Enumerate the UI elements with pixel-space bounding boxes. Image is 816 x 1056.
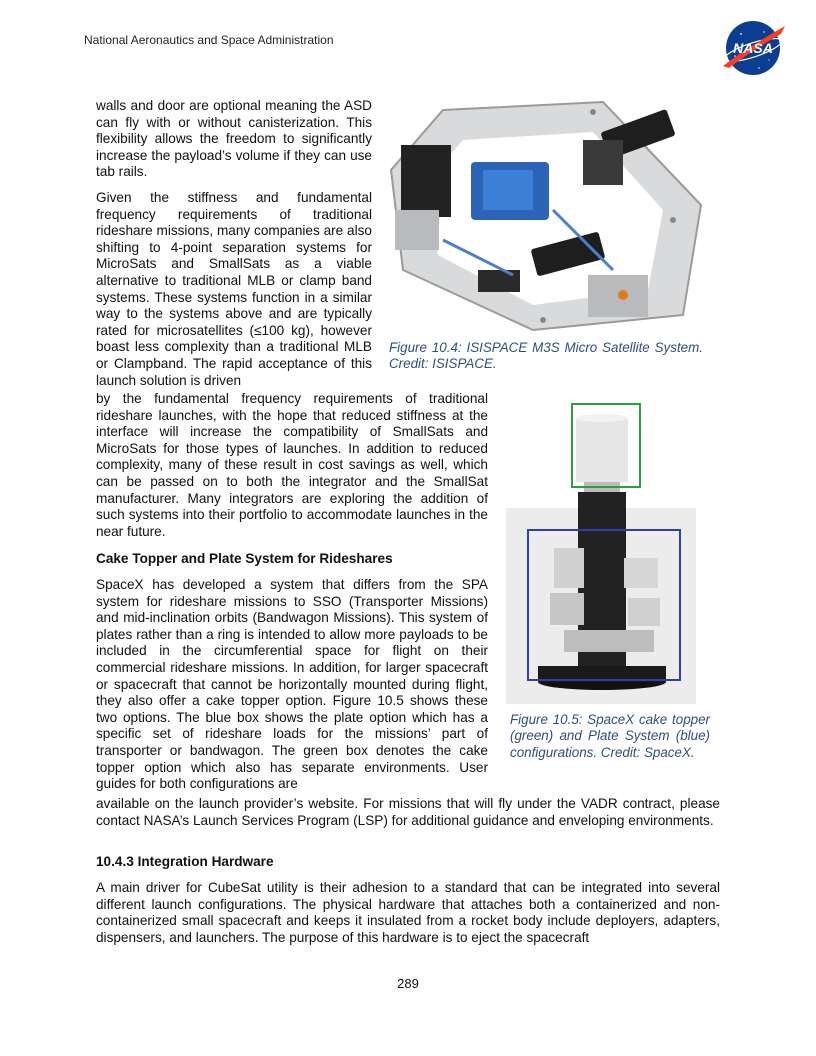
heading-integration-hardware: 10.4.3 Integration Hardware: [96, 854, 274, 869]
paragraph-separation-systems: Given the stiffness and fundamental frequency requirements of traditional rideshare missions, many companies are also shifting to 4-point separation systems for MicroSats and SmallSats as a viable alternative to traditional MLB or clamp band systems. These systems function in a similar way to the systems above and are typically rated for microsatellites (≤100 kg), however boast less complexity than a traditional MLB or Clampband. The rapid acceptance of this launch solution is driven: [96, 190, 372, 388]
page-number: 289: [397, 976, 419, 991]
nasa-logo-icon: [719, 18, 787, 78]
figure-spacex-rideshare: [504, 398, 698, 704]
paragraph-spacex-system: SpaceX has developed a system that differs from the SPA system for rideshare missions to SSO (Transporter Missions) and mid-inclination orbits (Bandwagon Missions). This system of plates rather than a ring is intended to allow more payloads to be included in the circumferential space for flight on their commercial rideshare missions. In addition, for larger spacecraft or spacecraft that cannot be horizontally mounted during flight, they also offer a cake topper option. Figure 10.5 shows these two options. The blue box shows the plate option which has a specific set of rideshare loads for the missions’ part of transporter or bandwagon. The green box denotes the cake topper option which also has separate environments. User guides for both configurations are: [96, 577, 488, 792]
paragraph-canisterization: walls and door are optional meaning the ASD can fly with or without canisterization. This flexibility allows the freedom to significantly increase the payload’s volume if they can use tab rails.: [96, 98, 372, 180]
figure-10-5-caption: Figure 10.5: SpaceX cake topper (green) and Plate System (blue) configurations. Credit: SpaceX.: [510, 712, 710, 760]
paragraph-frequency-requirements: by the fundamental frequency requirements of traditional rideshare launches, with the hope that reduced stiffness at the interface will increase the compatibility of SmallSats and MicroSats for those types of launches. In addition to reduced complexity, many of these result in cost savings as well, which can be passed on to both the integrator and the SmallSat manufacturer. Many integrators are exploring the addition of such systems into their portfolio to accommodate launches in the near future.: [96, 391, 488, 539]
heading-cake-topper: Cake Topper and Plate System for Rideshares: [96, 551, 393, 566]
svg-text:NASA: NASA: [733, 40, 773, 56]
paragraph-launch-provider: available on the launch provider’s website. For missions that will fly under the VADR contract, please contact NASA’s Launch Services Program (LSP) for additional guidance and enveloping environments.: [96, 796, 720, 828]
paragraph-cubesat-utility: A main driver for CubeSat utility is their adhesion to a standard that can be integrated into several different launch configurations. The physical hardware that attaches both a containerized and non-containerized small spacecraft and keeps it insulated from a rocket body include deployers, adapters, dispensers, and launchers. The purpose of this hardware is to eject the spacecraft: [96, 880, 720, 945]
org-name: National Aeronautics and Space Administration: [84, 33, 334, 47]
figure-isispace-m3s: [383, 100, 705, 332]
figure-10-4-caption: Figure 10.4: ISISPACE M3S Micro Satellite System. Credit: ISISPACE.: [389, 340, 703, 372]
